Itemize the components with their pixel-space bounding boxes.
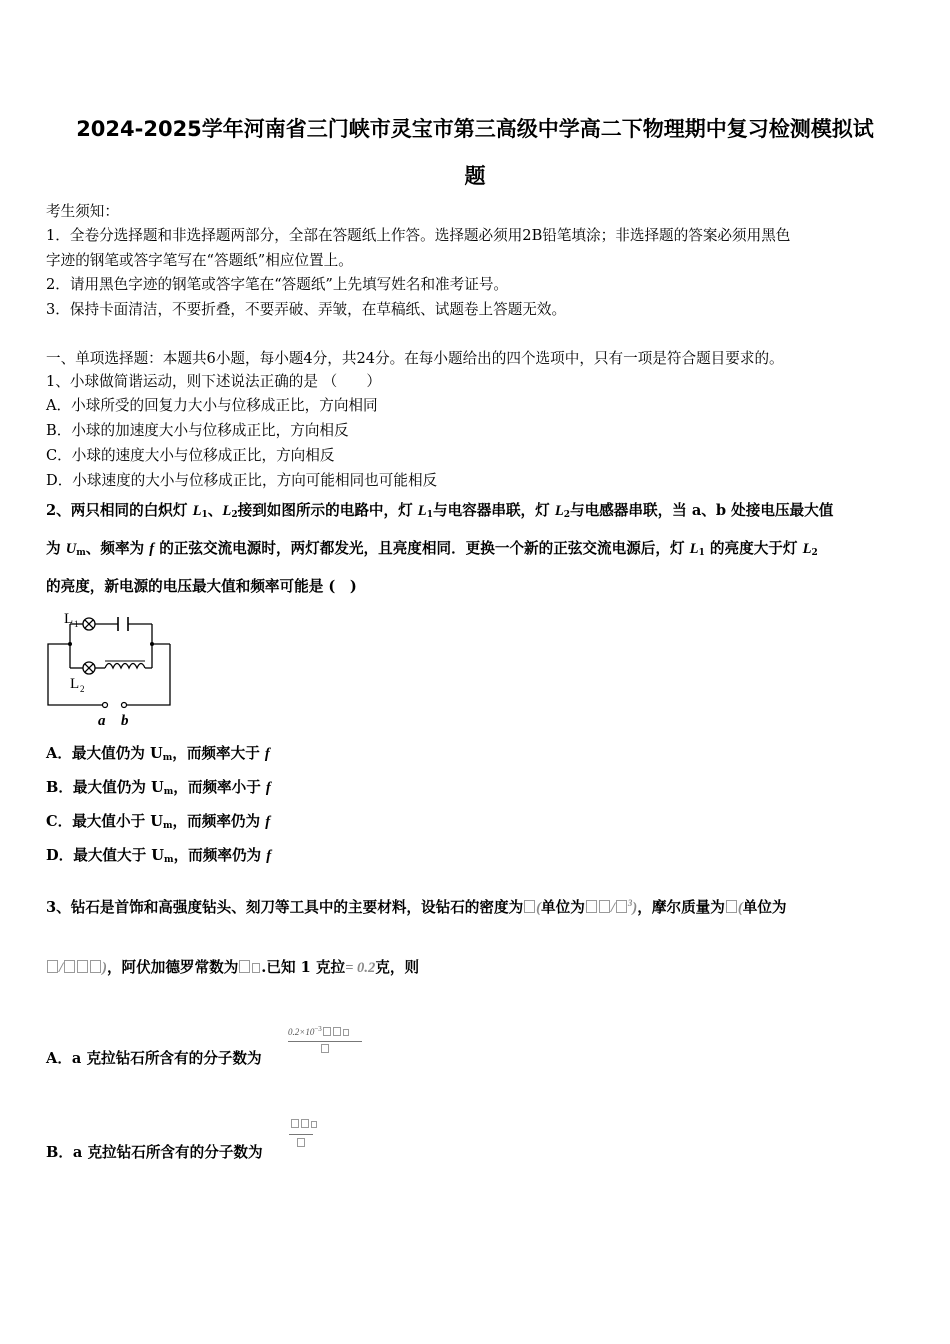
terminal-a <box>103 703 108 708</box>
notice-item-2: 2．请用黑色字迹的钢笔或答字笔在“答题纸”上先填写姓名和准考证号。 <box>46 276 509 293</box>
q1-stem: 1、小球做简谐运动，则下述说法正确的是 （ ） <box>46 373 381 390</box>
q3-option-b: B．a 克拉钻石所含有的分子数为 <box>46 1144 263 1161</box>
q2-option-d: D．最大值大于 $U_m$，而频率仍为 f <box>46 847 272 865</box>
label-a: a <box>98 713 106 729</box>
right-wire <box>126 644 170 705</box>
q3-option-a: A．a 克拉钻石所含有的分子数为 <box>46 1050 262 1067</box>
q2-stem-line3: 的亮度，新电源的电压最大值和频率可能是 ( ) <box>46 578 357 595</box>
q3-option-a-fraction: $0.2\times 10^{-3}$ <box>288 1025 350 1037</box>
notice-item-3: 3．保持卡面清洁，不要折叠，不要弄破、弄皱，在草稿纸、试题卷上答题无效。 <box>46 301 567 318</box>
q3-stem-line2: / )，阿伏加德罗常数为 .已知 1 克拉= 0.2克，则 <box>46 958 419 978</box>
q3-stem-line1: 3、钻石是首饰和高强度钻头、刻刀等工具中的主要材料，设钻石的密度为 (单位为 / $^3$)，摩尔质量为 (单位为 <box>46 898 787 916</box>
svg-text:1: 1 <box>74 619 79 629</box>
label-l1: L <box>64 611 74 627</box>
q1-option-c: C．小球的速度大小与位移成正比，方向相反 <box>46 447 335 464</box>
circuit-diagram <box>40 604 180 730</box>
page-title-continued: 题 <box>464 164 486 188</box>
label-b: b <box>121 713 129 729</box>
q2-option-a: A．最大值仍为 $U_m$，而频率大于 f <box>46 745 270 763</box>
q1-option-a: A．小球所受的回复力大小与位移成正比，方向相同 <box>46 397 378 414</box>
svg-text:2: 2 <box>80 684 85 694</box>
q2-stem-line1: 2、两只相同的白炽灯 $L_1$、$L_2$接到如图所示的电路中，灯 $L_1$与电容器串联，灯 $L_2$与电感器串联，当 a、b 处接电压最大值 <box>46 502 834 520</box>
notice-item-1-cont: 字迹的钢笔或答字笔写在“答题纸”相应位置上。 <box>46 252 353 269</box>
notice-item-1: 1．全卷分选择题和非选择题两部分，全部在答题纸上作答。选择题必须用2B铅笔填涂；非选择题的答案必须用黑色 <box>46 227 791 244</box>
q2-option-b: B．最大值仍为 $U_m$，而频率小于 f <box>46 779 271 797</box>
label-l2: L <box>70 676 80 692</box>
q1-option-b: B．小球的加速度大小与位移成正比，方向相反 <box>46 422 349 439</box>
inductor-icon <box>105 664 145 669</box>
page-title: 2024-2025学年河南省三门峡市灵宝市第三高级中学高二下物理期中复习检测模拟试 <box>76 117 874 141</box>
terminal-b <box>122 703 127 708</box>
q3-option-b-fraction <box>290 1119 318 1129</box>
notice-heading: 考生须知： <box>46 203 119 220</box>
q2-stem-line2: 为 $U_m$、频率为 f 的正弦交流电源时，两灯都发光，且亮度相同．更换一个新的正弦交流电源后，灯 $L_1$ 的亮度大于灯 $L_2$ <box>46 540 818 558</box>
section-heading: 一、单项选择题：本题共6小题，每小题4分，共24分。在每小题给出的四个选项中，只有一项是符合题目要求的。 <box>46 350 784 367</box>
q2-option-c: C．最大值小于 $U_m$，而频率仍为 f <box>46 813 271 831</box>
left-wire <box>48 644 102 705</box>
q1-option-d: D．小球速度的大小与位移成正比，方向可能相同也可能相反 <box>46 472 438 489</box>
